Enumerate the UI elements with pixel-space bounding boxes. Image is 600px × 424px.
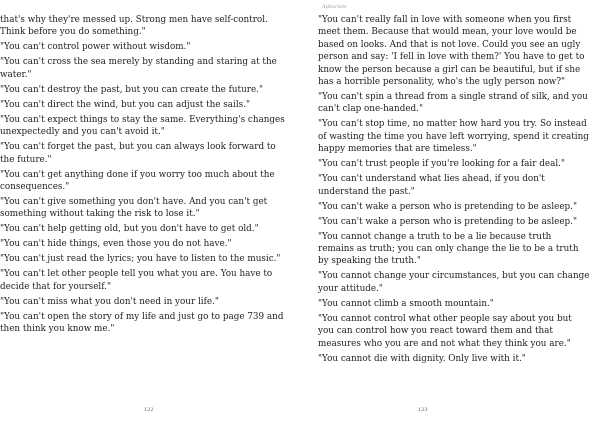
quote-item: "You can't stop time, no matter how hard you try. So instead of wasting the time you have left worrying, spend it creating happy memories that are timeless." bbox=[318, 119, 589, 155]
quote-item: "You can't expect things to stay the same. Everything's changes unexpectedly and you can't avoid it." bbox=[0, 114, 285, 138]
right-quote-list bbox=[318, 14, 590, 368]
quote-item: "You cannot change a truth to be a lie because truth remains as truth; you can only change the lie to be a truth by speaking the truth." bbox=[318, 231, 579, 267]
quote-item: "You cannot climb a smooth mountain." bbox=[318, 298, 494, 309]
page-number: 123 bbox=[418, 407, 428, 413]
quote-item: "You can't help getting old, but you don't have to get old." bbox=[0, 224, 259, 235]
quote-item: "You can't forget the past, but you can always look forward to the future." bbox=[0, 142, 276, 165]
quote-item: "You can't trust people if you're looking for a fair deal." bbox=[318, 159, 565, 170]
quote-item: "You can't cross the sea merely by standing and staring at the water." bbox=[0, 57, 277, 80]
quote-item: "You can't let other people tell you what you are. You have to decide that for yourself." bbox=[0, 269, 273, 292]
quote-item: "You can't wake a person who is pretending to be asleep." bbox=[318, 201, 578, 212]
quote-item: "You can't really fall in love with someone when you first meet them. Because that would mean, your love would be based on looks. And that is not love. Could you see an ugly person and say: 'I fell in love with them?' You have to get to know the person because a girl can be beautiful, but if she has a horrible personality, who's the ugly person now?" bbox=[318, 15, 585, 88]
quote-item: "You can't spin a thread from a single strand of silk, and you can't clap one-handed." bbox=[318, 92, 588, 115]
quote-item: "You can't destroy the past, but you can create the future." bbox=[0, 84, 263, 95]
quote-item: "You cannot change your circumstances, but you can change your attitude." bbox=[318, 271, 590, 294]
quote-item: "You can't open the story of my life and just go to page 739 and then think you know me." bbox=[0, 311, 284, 335]
quote-item: "You can't understand what lies ahead, if you don't understand the past." bbox=[318, 174, 545, 197]
quote-item: "You can't give something you don't have. And you can't get something without taking the risk to lose it." bbox=[0, 197, 268, 220]
left-quote-list bbox=[0, 14, 290, 338]
quote-item: "You cannot control what other people say about you but you can control how you react toward them and that measures who you are and not what they think you are." bbox=[318, 313, 572, 349]
quote-item: "You can't just read the lyrics; you have to listen to the music." bbox=[0, 254, 281, 265]
quote-item: that's why they're messed up. Strong men have self-control. Think before you do something." bbox=[0, 15, 268, 38]
quote-item: "You can't get anything done if you worry too much about the consequences." bbox=[0, 169, 275, 193]
running-header: Aphorism bbox=[322, 4, 347, 10]
page-number: 122 bbox=[144, 407, 154, 413]
quote-item: "You can't direct the wind, but you can adjust the sails." bbox=[0, 99, 251, 110]
quote-item: "You can't control power without wisdom." bbox=[0, 42, 191, 53]
right-page bbox=[300, 0, 600, 424]
quote-item: "You cannot die with dignity. Only live with it." bbox=[318, 353, 526, 364]
quote-item: "You can't miss what you don't need in your life." bbox=[0, 296, 219, 307]
quote-item: "You can't hide things, even those you do not have." bbox=[0, 239, 232, 250]
quote-item: "You can't wake a person who is pretending to be asleep." bbox=[318, 216, 578, 227]
